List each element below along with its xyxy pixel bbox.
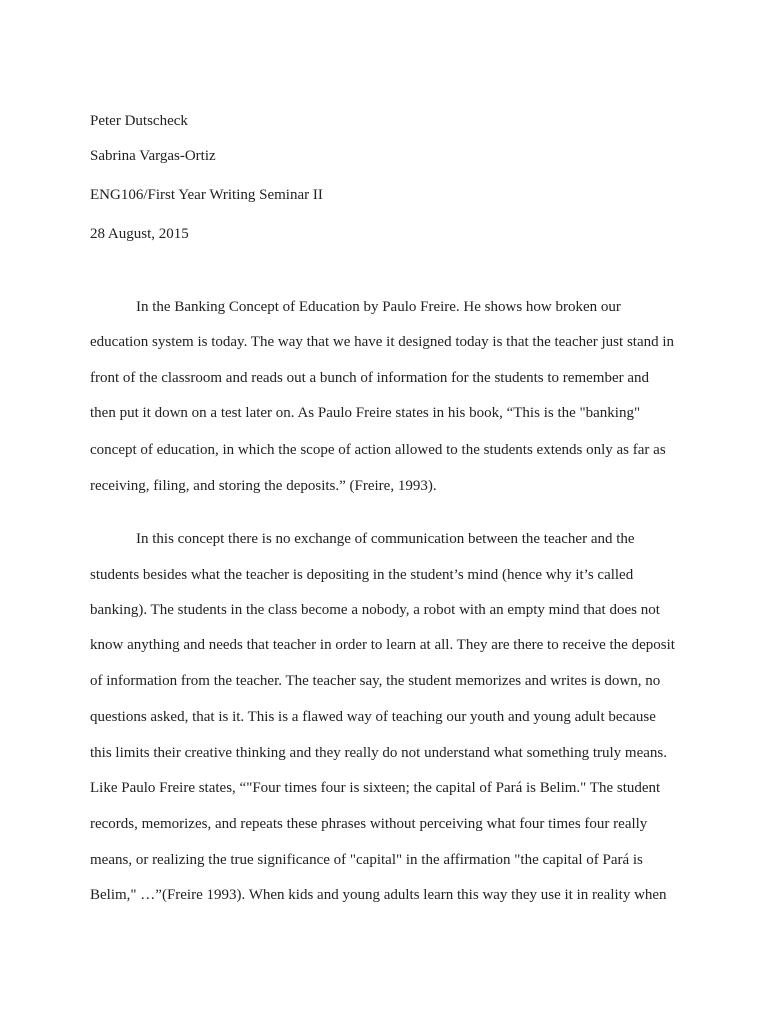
paragraph-2-line: records, memorizes, and repeats these phrases without perceiving what four times four really bbox=[90, 816, 648, 832]
paragraph-2-line: students besides what the teacher is depositing in the student’s mind (hence why it’s called bbox=[90, 567, 634, 583]
paragraph-2-line: Belim," …”(Freire 1993). When kids and young adults learn this way they use it in reality when bbox=[90, 887, 667, 903]
paragraph-1-line: education system is today. The way that we have it designed today is that the teacher just stand in bbox=[90, 334, 675, 350]
paragraph-2-line: means, or realizing the true significance of "capital" in the affirmation "the capital of Pará is bbox=[90, 852, 643, 868]
instructor-name: Sabrina Vargas-Ortiz bbox=[90, 148, 216, 164]
paragraph-2-line: of information from the teacher. The teacher say, the student memorizes and writes is down, no bbox=[90, 673, 661, 689]
paragraph-1-line: In the Banking Concept of Education by Paulo Freire. He shows how broken our bbox=[136, 299, 621, 315]
paragraph-2-line: know anything and needs that teacher in order to learn at all. They are there to receive the deposit bbox=[90, 637, 675, 653]
paragraph-1-line: then put it down on a test later on. As Paulo Freire states in his book, “This is the "banking" bbox=[90, 405, 641, 421]
author-name: Peter Dutscheck bbox=[90, 113, 188, 129]
paragraph-2-line: In this concept there is no exchange of communication between the teacher and the bbox=[136, 531, 635, 547]
paragraph-1-line: concept of education, in which the scope of action allowed to the students extends only as far as bbox=[90, 442, 666, 458]
course-name: ENG106/First Year Writing Seminar II bbox=[90, 187, 323, 203]
paragraph-1-line: receiving, filing, and storing the deposits.” (Freire, 1993). bbox=[90, 478, 437, 494]
paragraph-2-line: Like Paulo Freire states, “"Four times four is sixteen; the capital of Pará is Belim." The student bbox=[90, 780, 661, 796]
document-date: 28 August, 2015 bbox=[90, 226, 189, 242]
paragraph-1-line: front of the classroom and reads out a bunch of information for the students to remember and bbox=[90, 370, 650, 386]
paragraph-2-line: banking). The students in the class become a nobody, a robot with an empty mind that does not bbox=[90, 602, 660, 618]
paragraph-2-line: this limits their creative thinking and they really do not understand what something truly means. bbox=[90, 745, 667, 761]
paragraph-2-line: questions asked, that is it. This is a flawed way of teaching our youth and young adult because bbox=[90, 709, 656, 725]
